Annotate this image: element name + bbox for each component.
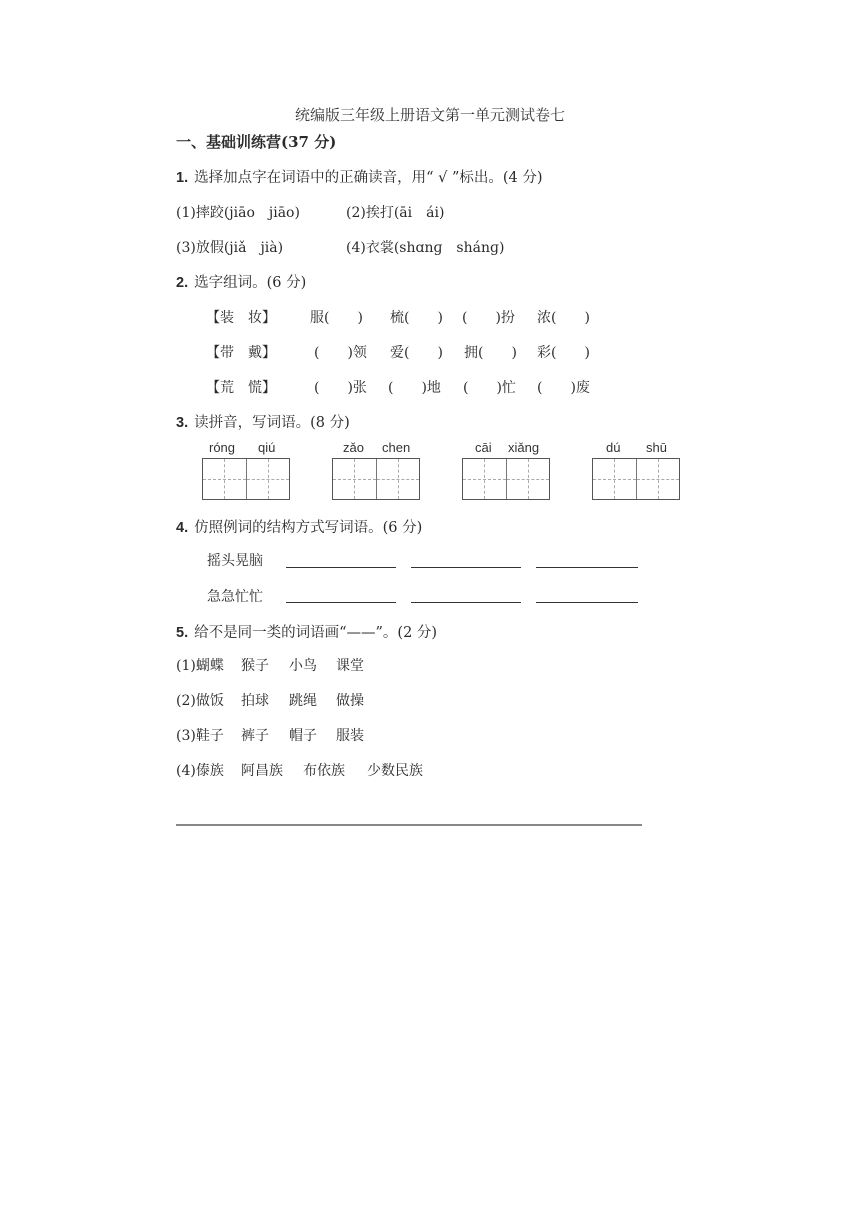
q2-blank: 服( )	[310, 310, 363, 326]
question-3	[176, 411, 350, 432]
pinyin: chen	[382, 440, 411, 455]
q2-blank: ( )扮	[462, 310, 515, 326]
q5-word: 小鸟	[289, 658, 317, 674]
q1-item-1: (1)摔跤(jiāo jiāo)	[176, 205, 300, 221]
question-5	[176, 621, 437, 642]
q2-group-label-3: 【荒 慌】	[206, 380, 276, 396]
question-5-number: 5.	[176, 625, 189, 641]
q2-blank: 浓( )	[537, 310, 590, 326]
question-2-text: 选字组词。(6 分)	[194, 275, 307, 291]
pinyin: qiú	[258, 440, 276, 455]
question-1-number: 1.	[176, 170, 189, 186]
q5-word: 跳绳	[289, 693, 317, 709]
q5-item-label: (3)鞋子	[176, 728, 224, 744]
q5-item-label: (2)做饭	[176, 693, 224, 709]
question-2	[176, 271, 306, 292]
pinyin: dú	[606, 440, 621, 455]
q4-example-1: 摇头晃脑	[207, 553, 263, 569]
writing-grid[interactable]	[592, 458, 680, 500]
q5-word: 猴子	[241, 658, 269, 674]
q5-word: 裤子	[241, 728, 269, 744]
q5-word: 服装	[336, 728, 364, 744]
q2-blank: 爱( )	[390, 345, 443, 361]
question-2-number: 2.	[176, 275, 189, 291]
q2-blank: ( )废	[537, 380, 590, 396]
pinyin: zǎo	[343, 440, 364, 455]
question-4	[176, 516, 422, 537]
answer-line[interactable]	[411, 602, 521, 603]
question-4-text: 仿照例词的结构方式写词语。(6 分)	[194, 520, 423, 536]
question-3-text: 读拼音，写词语。(8 分)	[194, 415, 350, 431]
q5-item-label: (4)傣族	[176, 763, 224, 779]
answer-line[interactable]	[536, 567, 638, 568]
q2-blank: ( )忙	[463, 380, 516, 396]
q1-item-4: (4)衣裳(shɑnɡ shánɡ)	[346, 240, 505, 256]
q2-blank: 梳( )	[390, 310, 443, 326]
q5-word: 布依族	[303, 763, 345, 779]
q2-blank: ( )地	[388, 380, 441, 396]
q2-blank: ( )领	[314, 345, 367, 361]
question-1	[176, 166, 543, 187]
q2-group-label-2: 【带 戴】	[206, 345, 276, 361]
answer-line[interactable]	[411, 567, 521, 568]
section-heading: 一、基础训练营(37 分)	[176, 133, 337, 151]
answer-line[interactable]	[286, 602, 396, 603]
q5-word: 少数民族	[367, 763, 423, 779]
answer-line[interactable]	[286, 567, 396, 568]
pinyin: rónɡ	[209, 440, 236, 455]
q5-word: 课堂	[336, 658, 364, 674]
q5-item-label: (1)蝴蝶	[176, 658, 224, 674]
pinyin: xiǎnɡ	[508, 440, 540, 455]
pinyin: shū	[646, 440, 667, 455]
question-5-text: 给不是同一类的词语画“——”。(2 分)	[194, 625, 438, 641]
divider	[176, 824, 642, 826]
question-3-number: 3.	[176, 415, 189, 431]
q1-item-3: (3)放假(jiǎ jià)	[176, 240, 284, 256]
writing-grid[interactable]	[202, 458, 290, 500]
writing-grid[interactable]	[462, 458, 550, 500]
q5-word: 帽子	[289, 728, 317, 744]
writing-grid[interactable]	[332, 458, 420, 500]
q2-blank: ( )张	[314, 380, 367, 396]
question-1-text: 选择加点字在词语中的正确读音，用“ √ ”标出。(4 分)	[194, 170, 543, 186]
q5-word: 阿昌族	[241, 763, 283, 779]
q4-example-2: 急急忙忙	[207, 589, 263, 605]
q2-group-label-1: 【装 妆】	[206, 310, 276, 326]
q2-blank: 拥( )	[464, 345, 517, 361]
q5-word: 拍球	[241, 693, 269, 709]
page-title: 统编版三年级上册语文第一单元测试卷七	[294, 106, 565, 124]
q1-item-2: (2)挨打(āi ái)	[346, 205, 445, 221]
answer-line[interactable]	[536, 602, 638, 603]
q2-blank: 彩( )	[537, 345, 590, 361]
question-4-number: 4.	[176, 520, 189, 536]
q5-word: 做操	[336, 693, 364, 709]
pinyin: cāi	[475, 440, 492, 455]
